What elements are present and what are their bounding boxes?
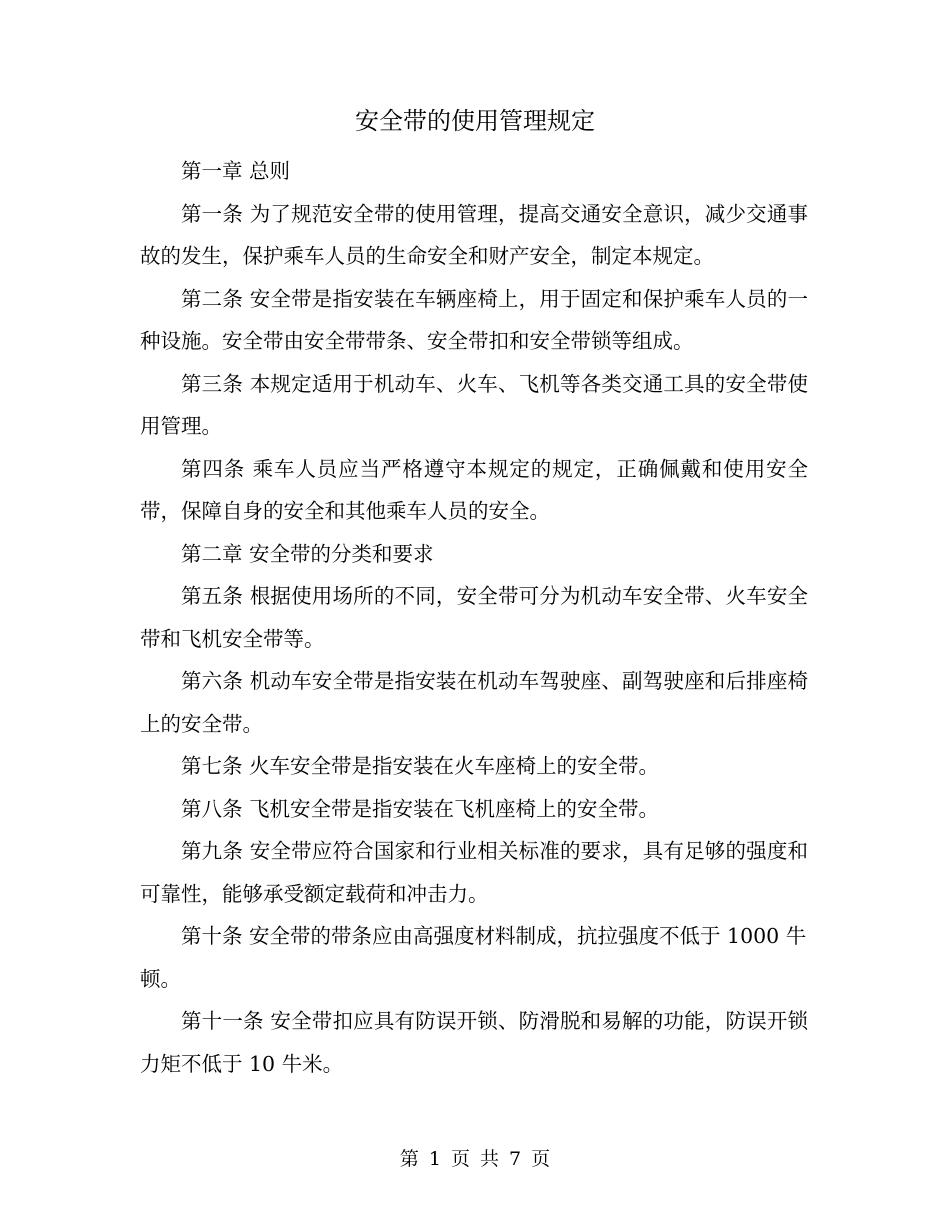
article-paragraph: 第四条 乘车人员应当严格遵守本规定的规定，正确佩戴和使用安全带，保障自身的安全和其他乘车人员的安全。 (140, 456, 808, 523)
article-paragraph: 第七条 火车安全带是指安装在火车座椅上的安全带。 (181, 754, 660, 778)
article-paragraph: 第三条 本规定适用于机动车、火车、飞机等各类交通工具的安全带使用管理。 (140, 371, 808, 438)
page-number-footer: 第 1 页 共 7 页 (399, 1148, 551, 1170)
article-paragraph: 第九条 安全带应符合国家和行业相关标准的要求，具有足够的强度和可靠性，能够承受额定载荷和冲击力。 (140, 839, 808, 906)
article-paragraph: 第十条 安全带的带条应由高强度材料制成，抗拉强度不低于 1000 牛顿。 (140, 924, 807, 991)
chapter-heading: 第一章 总则 (181, 159, 291, 183)
article-paragraph: 第六条 机动车安全带是指安装在机动车驾驶座、副驾驶座和后排座椅上的安全带。 (140, 669, 808, 736)
article-paragraph: 第八条 飞机安全带是指安装在飞机座椅上的安全带。 (181, 796, 660, 821)
document-body (140, 150, 808, 1085)
article-paragraph: 第一条 为了规范安全带的使用管理，提高交通安全意识，减少交通事故的发生，保护乘车人员的生命安全和财产安全，制定本规定。 (140, 201, 808, 268)
article-paragraph: 第五条 根据使用场所的不同，安全带可分为机动车安全带、火车安全带和飞机安全带等。 (140, 584, 808, 651)
article-paragraph: 第十一条 安全带扣应具有防误开锁、防滑脱和易解的功能，防误开锁力矩不低于 10 牛米。 (140, 1009, 808, 1076)
article-paragraph: 第二条 安全带是指安装在车辆座椅上，用于固定和保护乘车人员的一种设施。安全带由安全带带条、安全带扣和安全带锁等组成。 (140, 286, 808, 353)
document-title: 安全带的使用管理规定 (355, 107, 595, 135)
chapter-heading: 第二章 安全带的分类和要求 (181, 541, 434, 566)
